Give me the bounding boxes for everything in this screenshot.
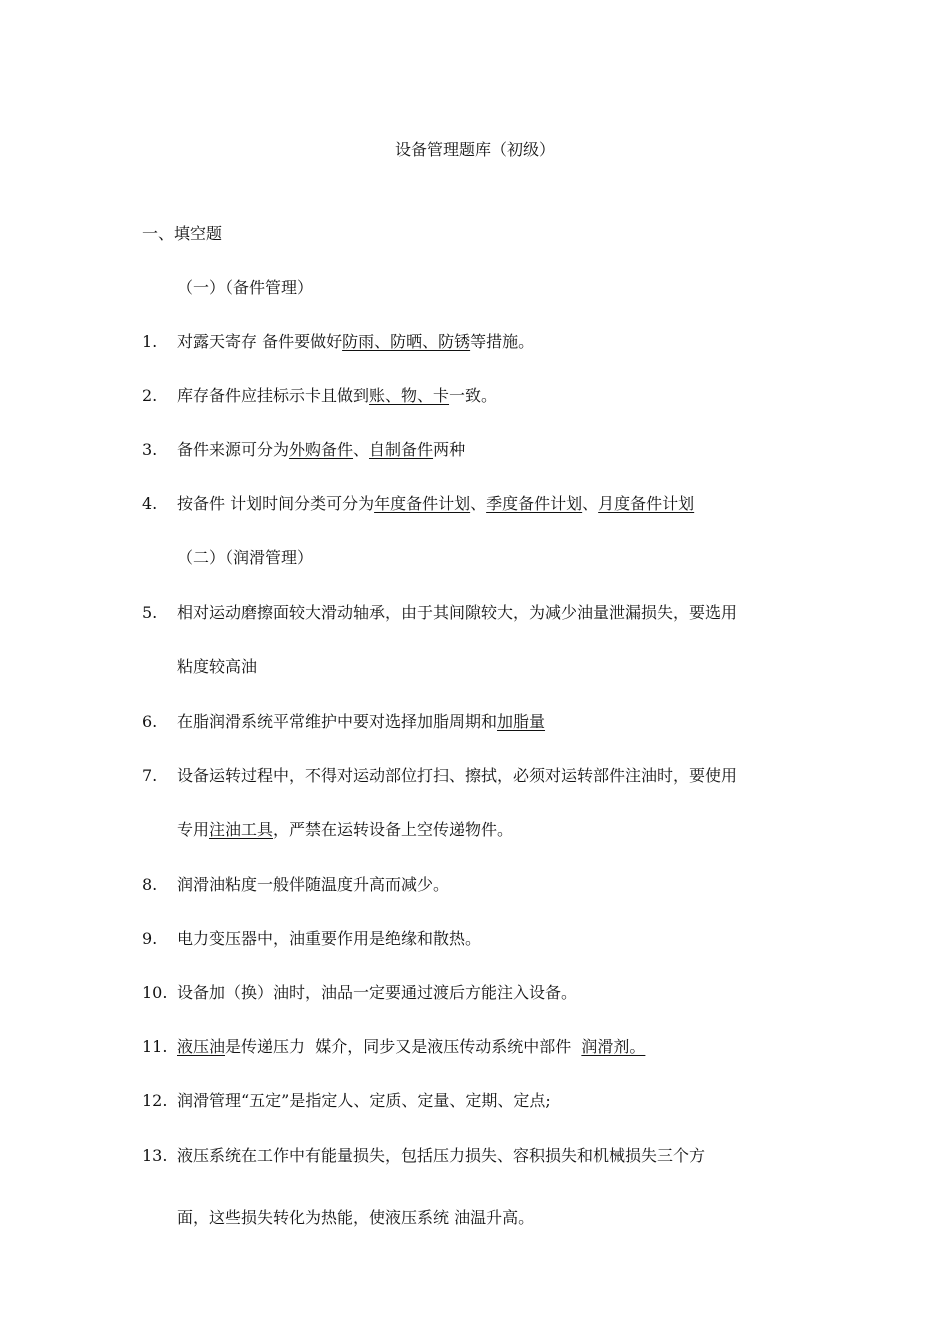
item-number: 5. bbox=[142, 603, 158, 622]
item-text: 等措施。 bbox=[470, 332, 535, 351]
item-text: 是传递压力 媒介，同步又是液压传动系统中部件 bbox=[225, 1037, 582, 1056]
list-item bbox=[177, 494, 694, 514]
subsection-heading: （一）（备件管理） bbox=[177, 278, 314, 297]
item-text: 对露天寄存 备件要做好 bbox=[177, 332, 343, 351]
answer-blank: 液压油 bbox=[177, 1037, 226, 1056]
item-text: 、 bbox=[353, 440, 370, 459]
list-item: 润滑油粘度一般伴随温度升高而减少。 bbox=[177, 875, 450, 894]
item-number: 10. bbox=[142, 983, 168, 1002]
item-number: 6. bbox=[142, 712, 158, 731]
item-text: 专用 bbox=[177, 820, 210, 839]
list-item: 液压系统在工作中有能量损失，包括压力损失、容积损失和机械损失三个方 bbox=[177, 1146, 706, 1165]
list-item: 电力变压器中，油重要作用是绝缘和散热。 bbox=[177, 929, 482, 948]
item-text: 、 bbox=[470, 494, 487, 513]
item-number: 11. bbox=[142, 1037, 168, 1056]
list-item-continuation: 面，这些损失转化为热能，使液压系统 油温升高。 bbox=[177, 1208, 535, 1227]
item-number: 8. bbox=[142, 875, 158, 894]
item-text: 备件来源可分为 bbox=[177, 440, 290, 459]
item-text: 一致。 bbox=[449, 386, 498, 405]
answer-blank: 年度备件计划 bbox=[374, 494, 471, 513]
item-number: 2. bbox=[142, 386, 158, 405]
item-text: 按备件 计划时间分类可分为 bbox=[177, 494, 375, 513]
list-item bbox=[177, 440, 465, 460]
answer-blank: 注油工具 bbox=[209, 820, 274, 839]
item-number: 9. bbox=[142, 929, 158, 948]
list-item: 润滑管理“五定”是指定人、定质、定量、定期、定点; bbox=[177, 1091, 551, 1110]
item-number: 13. bbox=[142, 1146, 168, 1165]
list-item bbox=[177, 1037, 645, 1057]
subsection-heading: （二）（润滑管理） bbox=[177, 548, 314, 567]
answer-blank: 季度备件计划 bbox=[486, 494, 583, 513]
list-item-continuation: 粘度较高油 bbox=[177, 657, 258, 676]
list-item: 设备加（换）油时，油品一定要通过渡后方能注入设备。 bbox=[177, 983, 578, 1002]
list-item: 设备运转过程中，不得对运动部位打扫、擦拭，必须对运转部件注油时，要使用 bbox=[177, 766, 738, 785]
answer-blank: 外购备件 bbox=[289, 440, 354, 459]
answer-blank: 自制备件 bbox=[369, 440, 434, 459]
list-item bbox=[177, 332, 534, 352]
item-number: 7. bbox=[142, 766, 158, 785]
list-item: 相对运动磨擦面较大滑动轴承，由于其间隙较大，为减少油量泄漏损失，要选用 bbox=[177, 603, 738, 622]
item-number: 12. bbox=[142, 1091, 168, 1110]
item-number: 3. bbox=[142, 440, 158, 459]
item-number: 4. bbox=[142, 494, 158, 513]
item-text: 、 bbox=[582, 494, 599, 513]
page-title: 设备管理题库（初级） bbox=[394, 140, 555, 159]
answer-blank: 月度备件计划 bbox=[598, 494, 695, 513]
item-text: 库存备件应挂标示卡且做到 bbox=[177, 386, 370, 405]
answer-blank: 润滑剂。 bbox=[581, 1037, 646, 1056]
item-text: 在脂润滑系统平常维护中要对选择加脂周期和 bbox=[177, 712, 498, 731]
item-number: 1. bbox=[142, 332, 158, 351]
item-text: 两种 bbox=[433, 440, 466, 459]
section-heading: 一、填空题 bbox=[142, 224, 223, 243]
list-item bbox=[177, 386, 497, 406]
list-item-continuation bbox=[177, 820, 513, 840]
answer-blank: 加脂量 bbox=[497, 712, 546, 731]
item-text: ，严禁在运转设备上空传递物件。 bbox=[273, 820, 514, 839]
answer-blank: 账、物、卡 bbox=[369, 386, 450, 405]
list-item bbox=[177, 712, 545, 732]
answer-blank: 防雨、防晒、防锈 bbox=[342, 332, 471, 351]
